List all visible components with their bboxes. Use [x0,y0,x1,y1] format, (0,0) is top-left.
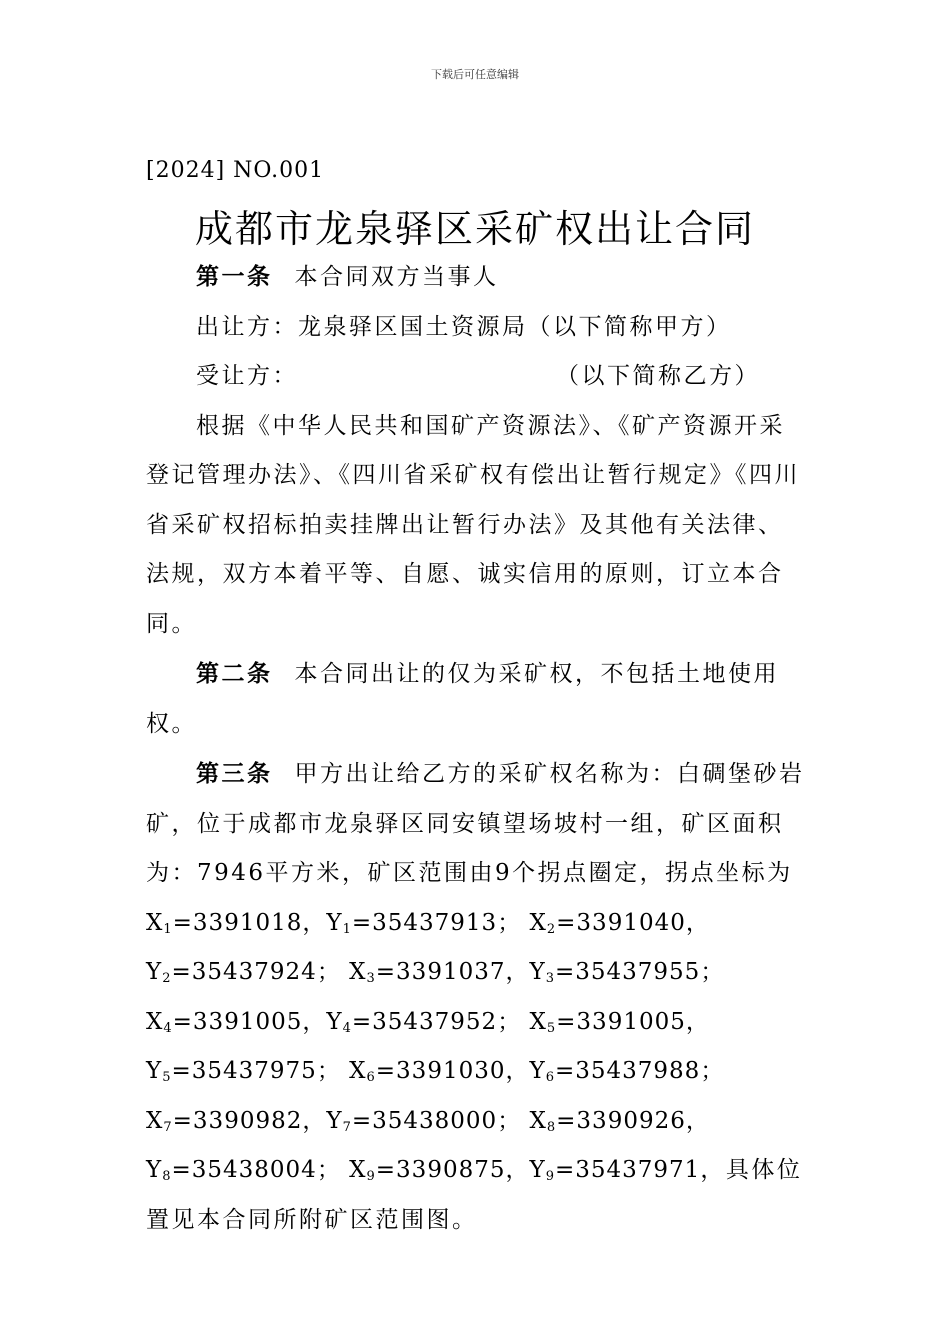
grantee-line [146,352,806,402]
grantee-label: 受让方： [196,363,298,389]
coordinate-x: $X_8=3390926$ [529,1107,686,1135]
coordinate-point: $X_1=3391018$，$Y_1=35437913$； [146,909,530,937]
coordinate-x: $X_7=3390982$ [146,1107,303,1135]
coordinate-x: $X_9=3390875$ [349,1157,506,1184]
article-3-text: 甲方出让给乙方的采矿权名称为：白碉堡砂岩矿，位于成都市龙泉驿区同安镇望场坡村一组，矿区面积为：7946平方米，矿区范围由9个拐点圈定，拐点坐标为 [146,761,805,886]
coordinate-x: $X_6=3391030$ [349,1058,506,1085]
page-header-note: 下载后可任意编辑 [431,68,519,81]
coordinate-y: $Y_6=35437988$ [529,1058,701,1085]
coordinate-y: $Y_3=35437955$ [529,959,701,986]
coordinate-point: $X_5=3391005$，$Y_5=35437975$； [146,1008,710,1085]
coordinate-point: $X_4=3391005$，$Y_4=35437952$； [146,1008,530,1036]
article-1-text: 本合同双方当事人 [294,264,499,290]
grantor-label: 出让方： [196,313,298,340]
coordinate-point: $X_6=3391030$，$Y_6=35437988$； [349,1058,725,1085]
coordinate-x: $X_1=3391018$ [146,909,303,937]
coordinate-x: $X_4=3391005$ [146,1008,303,1036]
document-title: 成都市龙泉驿区采矿权出让合同 [194,207,755,251]
preamble-paragraph: 根据《中华人民共和国矿产资源法》、《矿产资源开采登记管理办法》、《四川省采矿权有偿出让暂行规定》《四川省采矿权招标拍卖挂牌出让暂行办法》及其他有关法律、法规，双方本着平等、自愿、诚实信用的原则，订立本合同。 [146,412,800,637]
contract-body [146,252,806,1245]
coordinate-x: $X_3=3391037$ [349,959,506,986]
coordinate-point: $X_7=3390982$，$Y_7=35438000$； [146,1107,530,1135]
coordinate-x: $X_5=3391005$ [529,1008,686,1036]
article-2-text: 本合同出让的仅为采矿权，不包括土地使用权。 [146,661,779,737]
coordinate-y: $Y_8=35438004$ [146,1157,317,1184]
document-number: [2024] NO.001 [146,158,325,183]
grantor-line [146,303,806,353]
article-3-text-end: ，具体位置见本合同所附矿区范围图。 [146,1157,803,1233]
grantee-value: （以下简称乙方） [556,363,760,389]
article-1 [146,252,806,303]
grantor-value: 龙泉驿区国土资源局（以下简称甲方） [298,313,732,340]
coordinate-y: $Y_5=35437975$ [146,1058,317,1085]
article-2-label: 第二条 [196,660,273,687]
coordinate-x: $X_2=3391040$ [529,909,686,937]
coordinate-point: $X_9=3390875$，$Y_9=35437971$ [349,1157,701,1184]
coordinate-y: $Y_9=35437971$ [529,1157,701,1184]
corner-coordinates [146,910,724,1184]
coordinate-y: $Y_7=35438000$ [326,1107,498,1135]
article-1-label: 第一条 [196,263,273,290]
coordinate-point: $X_3=3391037$，$Y_3=35437955$； [349,959,725,986]
coordinate-point: $X_2=3391040$，$Y_2=35437924$； [146,909,710,986]
coordinate-y: $Y_4=35437952$ [326,1008,498,1036]
article-2 [146,649,806,749]
coordinate-point: $X_8=3390926$，$Y_8=35438004$； [146,1107,710,1184]
article-3 [146,749,806,1245]
coordinate-y: $Y_2=35437924$ [146,959,317,986]
article-3-label: 第三条 [196,760,273,787]
coordinate-y: $Y_1=35437913$ [326,909,498,937]
